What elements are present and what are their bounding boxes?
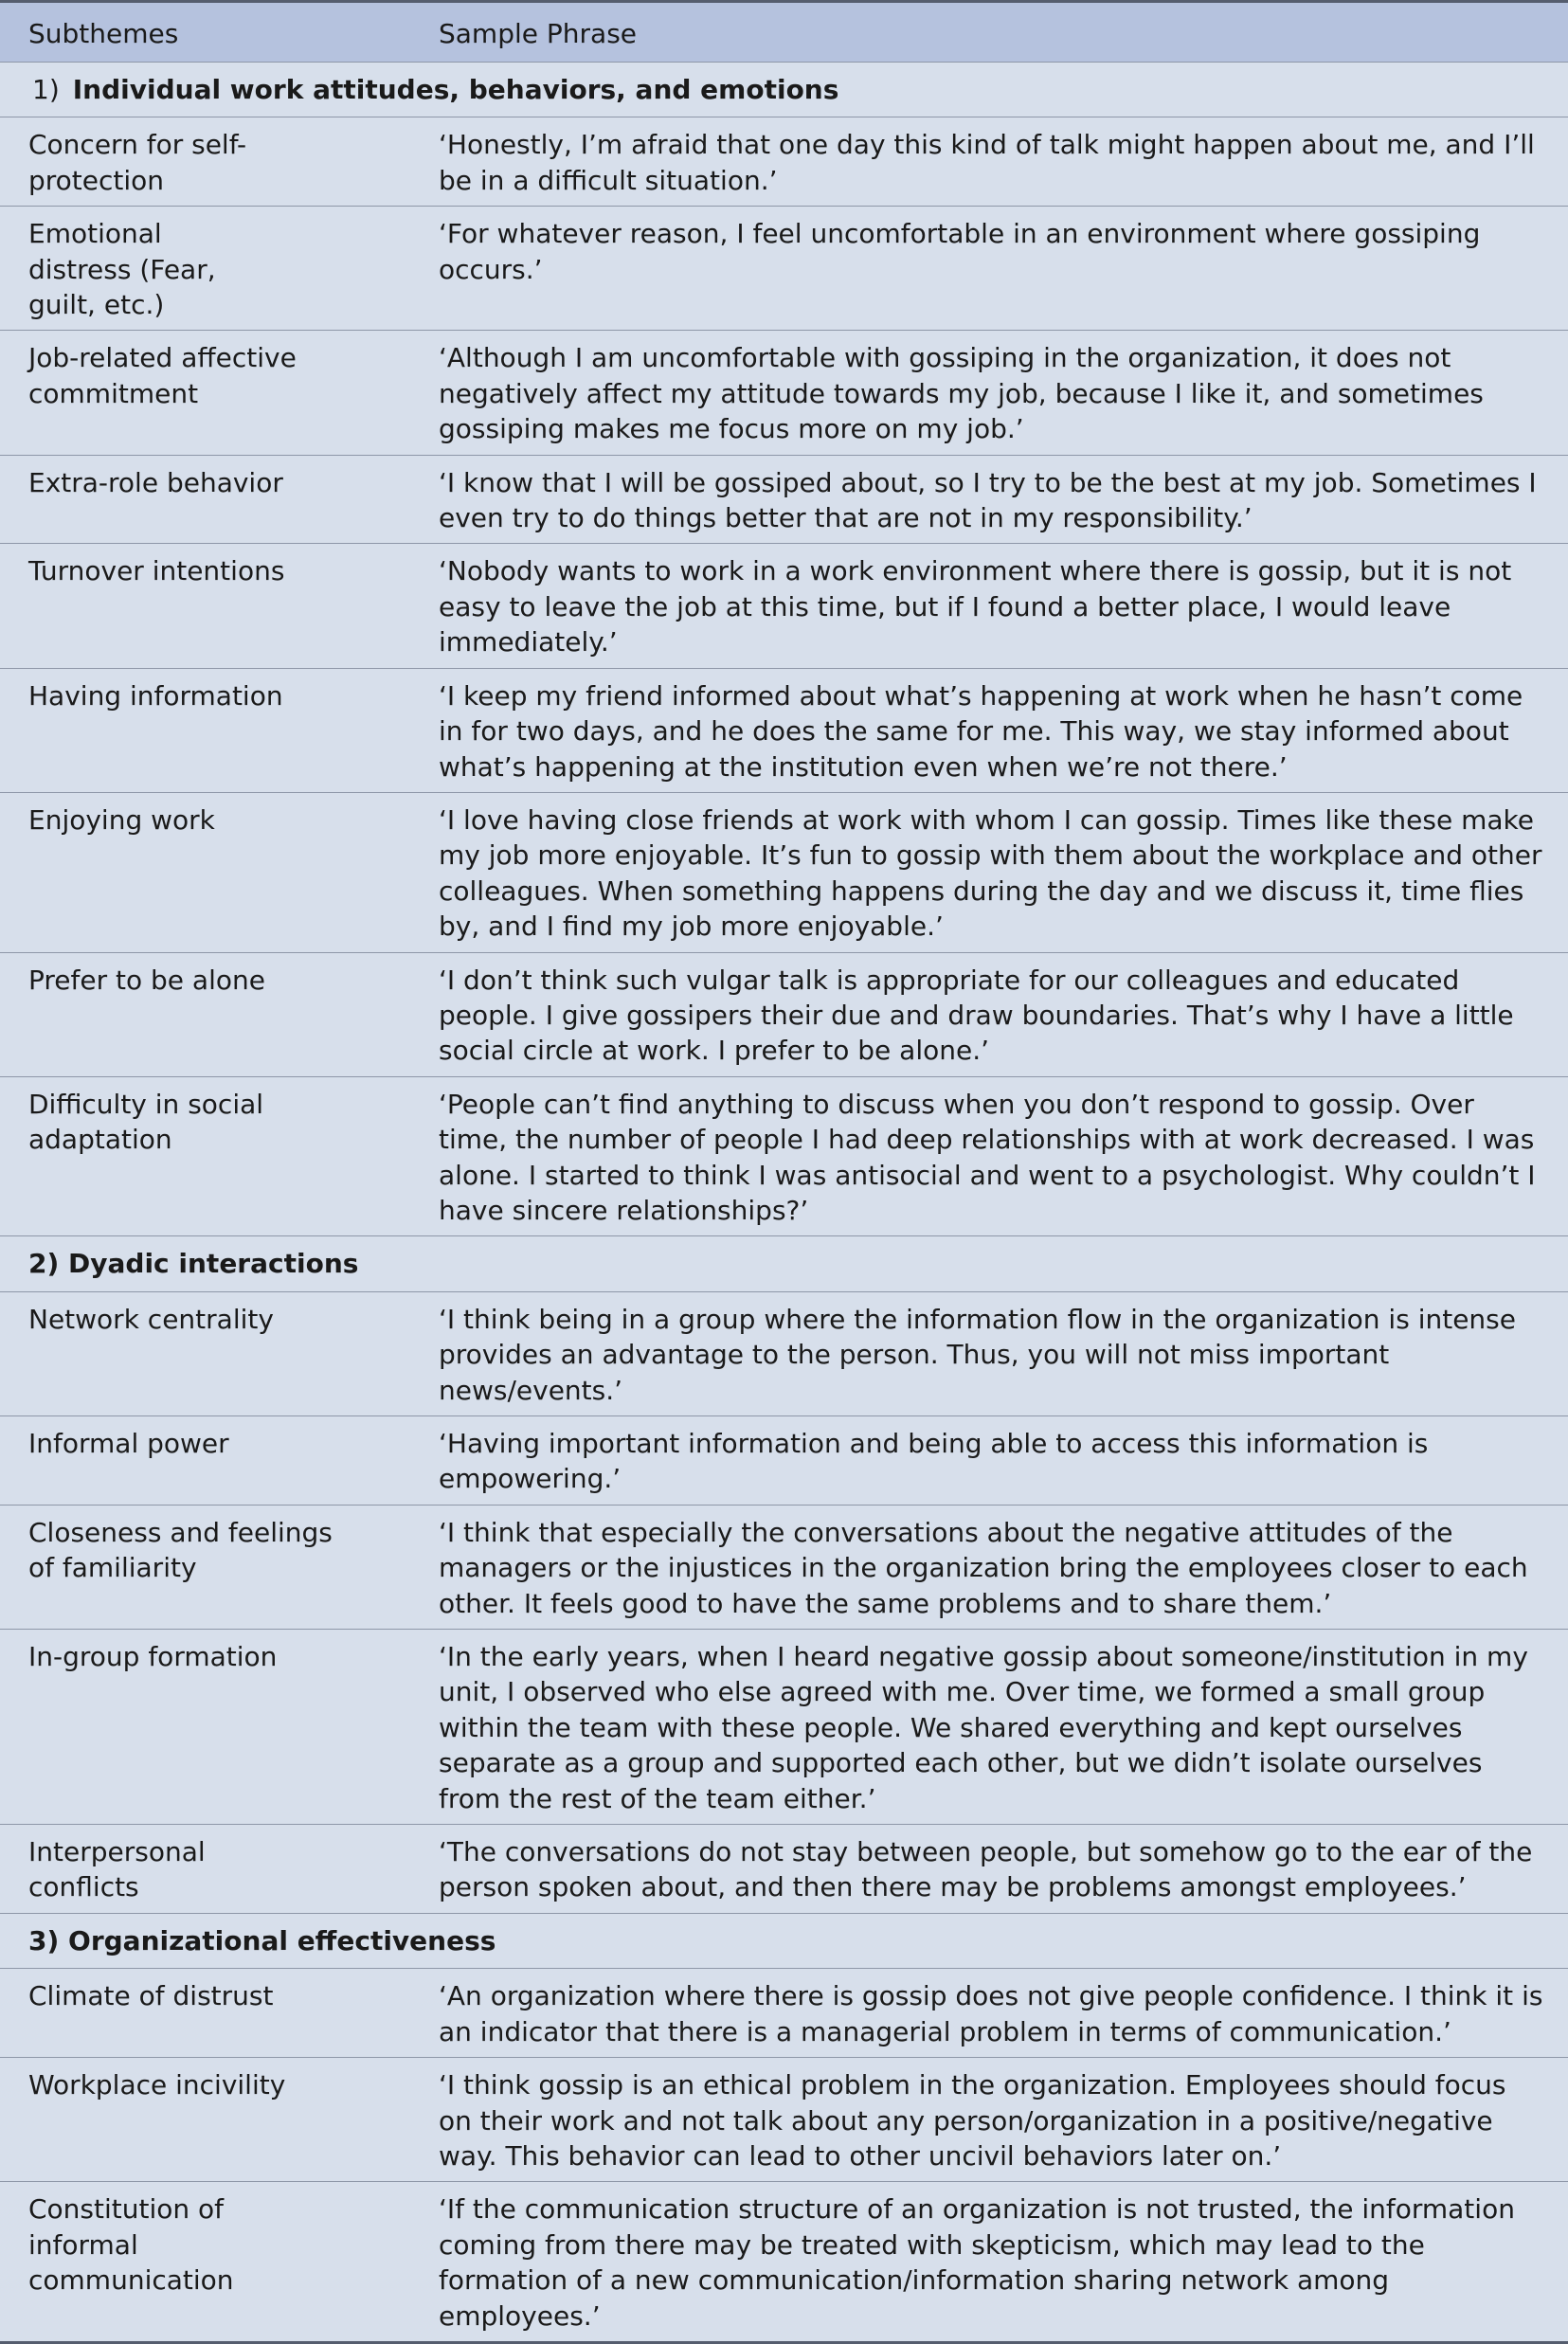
subtheme-cell: Concern for self-protection bbox=[28, 129, 247, 196]
subtheme-cell: Having information bbox=[28, 679, 283, 712]
subtheme-cell: Constitution of informal communication bbox=[28, 2193, 234, 2297]
table-row bbox=[0, 1630, 1568, 1825]
subtheme-cell: Job-related affective commitment bbox=[28, 342, 297, 409]
table-row bbox=[0, 2058, 1568, 2182]
table-header-row bbox=[0, 3, 1568, 63]
phrase-cell: ‘Having important information and being able to access this information is empowering.’ bbox=[439, 1428, 1429, 1495]
subtheme-cell: Emotional distress (Fear, guilt, etc.) bbox=[28, 218, 216, 321]
section-title: 2) Dyadic interactions bbox=[28, 1248, 359, 1280]
table-row bbox=[0, 1416, 1568, 1506]
phrase-cell: ‘In the early years, when I heard negative gossip about someone/institution in my unit, I observed who else agreed with me. Over time, we formed a small group within the team with these people. We shared everything and kept ourselves separate as a group and supported each other, but we didn’t isolate ourselves from the rest of the team either.’ bbox=[439, 1641, 1528, 1814]
phrase-cell: ‘I keep my friend informed about what’s happening at work when he hasn’t come in for two days, and he does the same for me. This way, we stay informed about what’s happening at the institution even when we’re not there.’ bbox=[439, 679, 1523, 783]
table-row bbox=[0, 2182, 1568, 2341]
phrase-cell: ‘I know that I will be gossiped about, so I try to be the best at my job. Sometimes I even try to do things better that are not in my responsibility.’ bbox=[439, 466, 1537, 534]
phrase-cell: ‘Although I am uncomfortable with gossiping in the organization, it does not negatively affect my attitude towards my job, because I like it, and sometimes gossiping makes me focus more on my job.’ bbox=[439, 342, 1484, 445]
table-row bbox=[0, 544, 1568, 668]
section-row-dyadic bbox=[0, 1236, 1568, 1291]
section-title-text: Individual work attitudes, behaviors, and emotions bbox=[72, 74, 839, 105]
table-row bbox=[0, 117, 1568, 207]
section-row-organizational bbox=[0, 1914, 1568, 1969]
subtheme-cell: Prefer to be alone bbox=[28, 964, 265, 996]
section-row-individual bbox=[0, 63, 1568, 117]
subtheme-cell: Closeness and feelings of familiarity bbox=[28, 1516, 333, 1584]
subtheme-cell: Interpersonal conflicts bbox=[28, 1836, 206, 1903]
phrase-cell: ‘Nobody wants to work in a work environment where there is gossip, but it is not easy to leave the job at this time, but if I found a better place, I would leave immediately.’ bbox=[439, 555, 1512, 658]
table-row bbox=[0, 207, 1568, 331]
table-row bbox=[0, 793, 1568, 953]
phrase-cell: ‘I love having close friends at work with whom I can gossip. Times like these make my job more enjoyable. It’s fun to gossip with them about the workplace and other colleagues. When something happens during the day and we discuss it, time flies by, and I find my job more enjoyable.’ bbox=[439, 803, 1542, 943]
phrase-cell: ‘People can’t find anything to discuss when you don’t respond to gossip. Over time, the number of people I had deep relationships with at work decreased. I was alone. I started to think I was antisocial and went to a psychologist. Why couldn’t I have sincere relationships?’ bbox=[439, 1088, 1536, 1226]
section-number: 1) bbox=[32, 74, 60, 105]
table-row bbox=[0, 1506, 1568, 1630]
subtheme-cell: Turnover intentions bbox=[28, 555, 285, 587]
phrase-cell: ‘The conversations do not stay between people, but somehow go to the ear of the person spoken about, and then there may be problems amongst employees.’ bbox=[439, 1836, 1533, 1903]
table-row bbox=[0, 669, 1568, 793]
phrase-cell: ‘I don’t think such vulgar talk is appropriate for our colleagues and educated people. I give gossipers their due and draw boundaries. That’s why I have a little social circle at work. I prefer to be alone.’ bbox=[439, 964, 1514, 1067]
subtheme-cell: Network centrality bbox=[28, 1303, 274, 1335]
phrase-cell: ‘Honestly, I’m afraid that one day this kind of talk might happen about me, and I’ll be in a difficult situation.’ bbox=[439, 129, 1535, 196]
section-title: 3) Organizational effectiveness bbox=[28, 1924, 496, 1956]
table-row bbox=[0, 456, 1568, 545]
subtheme-cell: Extra-role behavior bbox=[28, 466, 283, 498]
phrase-cell: ‘If the communication structure of an organization is not trusted, the information coming from there may be treated with skepticism, which may lead to the formation of a new communication/information sharing network among employees.’ bbox=[439, 2193, 1515, 2332]
table-row bbox=[0, 1969, 1568, 2058]
table-row bbox=[0, 1825, 1568, 1914]
subtheme-cell: Informal power bbox=[28, 1428, 229, 1459]
header-subthemes: Subthemes bbox=[28, 18, 179, 49]
table-row bbox=[0, 1292, 1568, 1416]
table-row bbox=[0, 331, 1568, 455]
subtheme-cell: Difficulty in social adaptation bbox=[28, 1088, 264, 1156]
phrase-cell: ‘An organization where there is gossip does not give people confidence. I think it is an indicator that there is a managerial problem in terms of communication.’ bbox=[439, 1980, 1543, 2047]
subtheme-cell: In-group formation bbox=[28, 1641, 278, 1673]
subtheme-cell: Workplace incivility bbox=[28, 2069, 286, 2101]
table-row bbox=[0, 1077, 1568, 1237]
table-row bbox=[0, 953, 1568, 1077]
header-sample-phrase: Sample Phrase bbox=[439, 18, 638, 49]
subtheme-cell: Enjoying work bbox=[28, 803, 215, 836]
phrase-cell: ‘I think that especially the conversations about the negative attitudes of the managers or the injustices in the organization bring the employees closer to each other. It feels good to have the same problems and to share them.’ bbox=[439, 1516, 1528, 1619]
subtheme-cell: Climate of distrust bbox=[28, 1980, 274, 2012]
section-title bbox=[0, 63, 1568, 117]
phrase-cell: ‘I think gossip is an ethical problem in the organization. Employees should focus on their work and not talk about any person/organization in a positive/negative way. This behavior can lead to other uncivil behaviors later on.’ bbox=[439, 2069, 1506, 2172]
phrase-cell: ‘For whatever reason, I feel uncomfortable in an environment where gossiping occurs.’ bbox=[439, 218, 1481, 285]
phrase-cell: ‘I think being in a group where the information flow in the organization is intense provides an advantage to the person. Thus, you will not miss important news/events.’ bbox=[439, 1303, 1516, 1406]
